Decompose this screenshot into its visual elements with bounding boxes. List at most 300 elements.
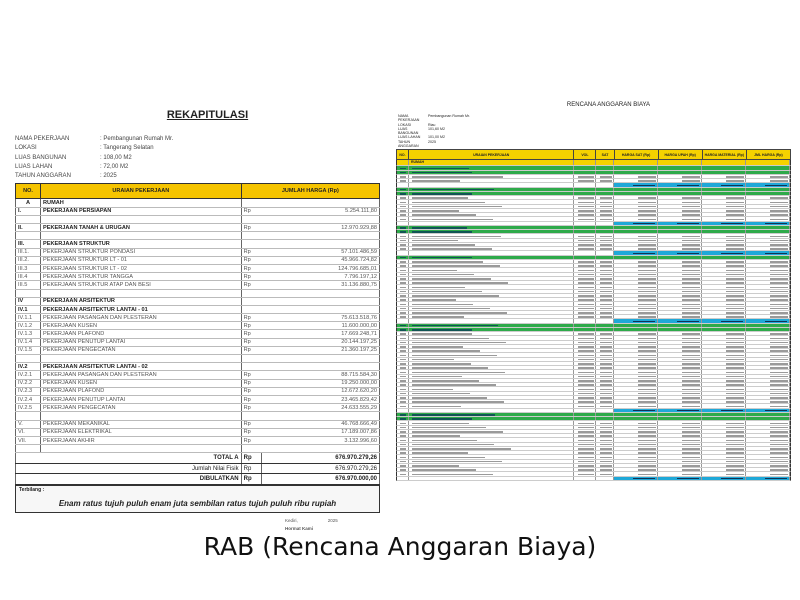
rab-cell — [658, 298, 702, 301]
text-mark — [770, 376, 788, 377]
rab-cell — [614, 370, 658, 373]
row-currency: Rp — [241, 404, 261, 412]
text-mark — [578, 372, 594, 373]
document-title: REKAPITULASI — [166, 109, 249, 121]
rab-cell — [746, 166, 790, 169]
text-mark — [638, 350, 656, 351]
rab-cell — [409, 392, 574, 395]
rab-cell — [596, 234, 614, 237]
text-mark — [412, 461, 502, 462]
text-mark — [682, 389, 700, 390]
rab-cell — [596, 362, 614, 365]
text-mark — [682, 240, 700, 241]
rab-document — [396, 100, 791, 481]
subtotal-mark — [677, 478, 699, 479]
row-label: PEKERJAAN MEKANIKAL — [41, 420, 242, 428]
rab-cell — [409, 362, 574, 365]
rab-cell — [397, 349, 409, 352]
text-mark — [682, 278, 700, 279]
info-value: Riau — [428, 122, 436, 127]
text-mark — [770, 457, 788, 458]
text-mark — [638, 206, 656, 207]
rab-cell — [658, 239, 702, 242]
text-mark — [578, 431, 594, 432]
rab-cell — [574, 239, 596, 242]
rab-cell — [658, 264, 702, 267]
rab-cell — [409, 387, 574, 390]
text-mark — [682, 397, 700, 398]
rab-cell — [614, 396, 658, 399]
rab-cell — [746, 430, 790, 433]
row-currency: Rp — [241, 379, 261, 387]
rab-cell — [746, 472, 790, 475]
text-mark — [682, 440, 700, 441]
table-row — [16, 207, 380, 215]
row-value — [261, 289, 379, 297]
rab-cell — [658, 379, 702, 382]
text-mark — [770, 316, 788, 317]
rab-cell — [574, 260, 596, 263]
text-mark — [600, 384, 612, 385]
rab-cell — [409, 328, 574, 331]
text-mark — [400, 329, 406, 330]
rab-cell — [658, 447, 702, 450]
row-value — [261, 445, 379, 453]
rab-cell — [574, 290, 596, 293]
row-label: PEKERJAAN KUSEN — [41, 322, 242, 330]
text-mark — [578, 278, 594, 279]
text-mark — [770, 469, 788, 470]
text-mark — [600, 312, 612, 313]
row-label: PEKERJAAN ELEKTRIKAL — [41, 428, 242, 436]
rab-cell — [574, 447, 596, 450]
text-mark — [682, 287, 700, 288]
rab-cell — [409, 404, 574, 407]
text-mark — [412, 193, 472, 194]
rab-cell — [409, 264, 574, 267]
rab-cell — [596, 430, 614, 433]
rab-cell — [397, 294, 409, 297]
text-mark — [412, 440, 477, 441]
text-mark — [578, 376, 594, 377]
text-mark — [400, 427, 406, 428]
rab-cell — [658, 396, 702, 399]
rab-cell — [574, 315, 596, 318]
text-mark — [578, 338, 594, 339]
text-mark — [412, 414, 495, 415]
text-mark — [726, 440, 744, 441]
text-mark — [578, 274, 594, 275]
rab-cell — [658, 438, 702, 441]
subtotal-mark — [633, 410, 655, 411]
row-currency: Rp — [241, 371, 261, 379]
rab-cell — [658, 434, 702, 437]
text-mark — [726, 363, 744, 364]
text-mark — [600, 465, 612, 466]
rab-col-header: HARGA MATERIAL (Rp) — [702, 150, 746, 160]
rab-cell — [596, 387, 614, 390]
text-mark — [638, 338, 656, 339]
row-label: PEKERJAAN ARSITEKTUR LANTAI - 01 — [41, 305, 242, 313]
rab-cell — [397, 239, 409, 242]
row-value: 46.768.666,49 — [261, 420, 379, 428]
row-currency — [241, 215, 261, 223]
text-mark — [600, 210, 612, 211]
text-mark — [412, 448, 511, 449]
text-mark — [600, 291, 612, 292]
text-mark — [726, 376, 744, 377]
rab-cell — [746, 205, 790, 208]
rab-cell — [409, 319, 574, 322]
rab-cell — [658, 294, 702, 297]
rab-cell — [409, 341, 574, 344]
terbilang-label: Terbilang : — [19, 486, 45, 493]
text-mark — [638, 287, 656, 288]
rab-cell — [596, 285, 614, 288]
text-mark — [770, 270, 788, 271]
rab-cell — [614, 421, 658, 424]
row-value — [261, 363, 379, 371]
rab-cell — [574, 205, 596, 208]
rab-cell — [409, 375, 574, 378]
text-mark — [600, 278, 612, 279]
col-uraian: URAIAN PEKERJAAN — [41, 184, 242, 199]
rab-cell — [614, 358, 658, 361]
text-mark — [600, 461, 612, 462]
text-mark — [682, 282, 700, 283]
text-mark — [770, 389, 788, 390]
rab-cell — [746, 277, 790, 280]
rab-cell — [658, 319, 702, 322]
rab-cell — [614, 192, 658, 195]
text-mark — [770, 274, 788, 275]
text-mark — [578, 384, 594, 385]
rab-cell — [596, 188, 614, 191]
rab-cell — [702, 383, 746, 386]
text-mark — [682, 423, 700, 424]
rab-cell — [574, 183, 596, 186]
text-mark — [578, 427, 594, 428]
rab-cell — [746, 281, 790, 284]
text-mark — [726, 469, 744, 470]
rab-cell — [596, 294, 614, 297]
text-mark — [682, 376, 700, 377]
rab-project-info — [398, 114, 791, 148]
text-mark — [726, 244, 744, 245]
rab-cell — [614, 294, 658, 297]
row-label: PEKERJAAN PASANGAN DAN PLESTERAN — [41, 371, 242, 379]
rab-cell — [596, 200, 614, 203]
text-mark — [682, 474, 700, 475]
rab-cell — [614, 375, 658, 378]
rab-cell — [614, 438, 658, 441]
text-mark — [638, 210, 656, 211]
rab-cell — [574, 464, 596, 467]
rab-cell — [702, 175, 746, 178]
rab-cell — [746, 294, 790, 297]
rab-cell — [596, 192, 614, 195]
text-mark — [412, 240, 458, 241]
rab-cell — [658, 179, 702, 182]
text-mark — [726, 338, 744, 339]
rab-cell — [397, 324, 409, 327]
text-mark — [682, 338, 700, 339]
rab-cell — [574, 477, 596, 480]
rab-cell — [658, 256, 702, 259]
rab-cell — [746, 438, 790, 441]
rab-cell — [702, 455, 746, 458]
rab-cell — [702, 332, 746, 335]
row-value — [261, 305, 379, 313]
rab-cell — [397, 426, 409, 429]
text-mark — [600, 469, 612, 470]
text-mark — [400, 248, 406, 249]
rab-cell — [409, 175, 574, 178]
rab-cell — [702, 209, 746, 212]
info-row — [15, 135, 380, 144]
row-value: 45.966.724,82 — [261, 256, 379, 264]
text-mark — [578, 312, 594, 313]
rab-cell — [658, 213, 702, 216]
rab-cell — [574, 217, 596, 220]
text-mark — [770, 448, 788, 449]
rab-cell — [746, 302, 790, 305]
row-no: IV.1.5 — [16, 346, 41, 354]
rab-cell — [702, 243, 746, 246]
subtotal-mark — [633, 223, 655, 224]
rab-cell — [596, 243, 614, 246]
rab-cell — [658, 200, 702, 203]
row-no: VI. — [16, 428, 41, 436]
rab-cell — [574, 264, 596, 267]
row-no — [16, 215, 41, 223]
table-row — [16, 232, 380, 240]
info-value: : Tangerang Selatan — [100, 145, 154, 152]
rab-cell — [614, 200, 658, 203]
rab-cell — [409, 307, 574, 310]
rab-cell — [397, 400, 409, 403]
rab-cell — [702, 179, 746, 182]
rab-cell — [702, 281, 746, 284]
info-key: LOKASI — [398, 122, 411, 127]
rab-cell — [658, 260, 702, 263]
row-label: PEKERJAAN STRUKTUR — [41, 240, 242, 248]
text-mark — [578, 461, 594, 462]
rab-cell — [397, 183, 409, 186]
text-mark — [578, 304, 594, 305]
text-mark — [682, 363, 700, 364]
rab-col-header: HARGA UPAH (Rp) — [658, 150, 702, 160]
text-mark — [638, 180, 656, 181]
text-mark — [770, 465, 788, 466]
table-row — [16, 224, 380, 232]
text-mark — [412, 299, 456, 300]
rab-cell — [614, 417, 658, 420]
text-mark — [412, 363, 471, 364]
rab-info-row — [398, 140, 791, 149]
rab-cell — [702, 366, 746, 369]
row-value — [261, 297, 379, 305]
table-row — [16, 445, 380, 453]
text-mark — [682, 367, 700, 368]
text-mark — [682, 197, 700, 198]
rab-cell — [614, 383, 658, 386]
text-mark — [400, 380, 406, 381]
rab-cell — [702, 302, 746, 305]
text-mark — [726, 423, 744, 424]
rab-cell — [409, 396, 574, 399]
rab-cell — [574, 472, 596, 475]
rab-cell — [409, 209, 574, 212]
info-value: : 72,00 M2 — [100, 163, 129, 170]
rab-cell — [397, 247, 409, 250]
text-mark — [770, 180, 788, 181]
rab-cell — [574, 230, 596, 233]
text-mark — [682, 465, 700, 466]
rab-cell — [409, 451, 574, 454]
rab-cell — [658, 315, 702, 318]
row-label: PEKERJAAN PERSIAPAN — [41, 207, 242, 215]
text-mark — [600, 333, 612, 334]
text-mark — [682, 261, 700, 262]
rab-cell — [574, 396, 596, 399]
rab-cell — [658, 375, 702, 378]
text-mark — [682, 380, 700, 381]
row-currency: Rp — [241, 346, 261, 354]
text-mark — [770, 240, 788, 241]
rab-cell — [702, 392, 746, 395]
text-mark — [770, 291, 788, 292]
rab-cell — [746, 268, 790, 271]
rab-cell — [574, 404, 596, 407]
total-label: Jumlah Nilai Fisik — [16, 463, 242, 474]
text-mark — [600, 248, 612, 249]
rab-cell — [409, 370, 574, 373]
rab-cell — [746, 460, 790, 463]
text-mark — [412, 342, 506, 343]
row-value: 57.101.486,59 — [261, 248, 379, 256]
text-mark — [770, 265, 788, 266]
rab-cell — [397, 175, 409, 178]
text-mark — [600, 180, 612, 181]
text-mark — [412, 189, 494, 190]
text-mark — [412, 291, 482, 292]
rab-cell — [614, 400, 658, 403]
rab-cell — [397, 213, 409, 216]
rab-cell — [658, 230, 702, 233]
rab-cell — [397, 370, 409, 373]
rab-cell — [574, 349, 596, 352]
text-mark — [412, 231, 472, 232]
row-currency: Rp — [241, 322, 261, 330]
subtotal-mark — [765, 321, 787, 322]
text-mark — [770, 282, 788, 283]
rab-cell — [746, 209, 790, 212]
text-mark — [400, 355, 406, 356]
rab-cell — [746, 366, 790, 369]
text-mark — [412, 393, 470, 394]
text-mark — [578, 265, 594, 266]
rab-cell — [702, 307, 746, 310]
rab-cell — [397, 166, 409, 169]
rab-cell — [596, 451, 614, 454]
rab-cell — [746, 230, 790, 233]
rab-cell — [702, 358, 746, 361]
row-currency — [241, 355, 261, 363]
table-row — [16, 240, 380, 248]
rab-cell — [658, 196, 702, 199]
col-jumlah: JUMLAH HARGA (Rp) — [241, 184, 379, 199]
text-mark — [682, 457, 700, 458]
rab-cell — [574, 413, 596, 416]
rab-cell — [702, 421, 746, 424]
row-no: IV.1.3 — [16, 330, 41, 338]
text-mark — [578, 287, 594, 288]
table-row — [16, 395, 380, 403]
text-mark — [726, 308, 744, 309]
row-no: IV.2.1 — [16, 371, 41, 379]
rab-cell — [614, 264, 658, 267]
text-mark — [400, 393, 406, 394]
text-mark — [638, 397, 656, 398]
text-mark — [726, 312, 744, 313]
row-value: 12.970.929,88 — [261, 224, 379, 232]
rab-cell — [574, 166, 596, 169]
text-mark — [400, 465, 406, 466]
rab-cell — [596, 383, 614, 386]
rab-cell — [596, 281, 614, 284]
rab-cell — [397, 171, 409, 174]
text-mark — [682, 308, 700, 309]
text-mark — [682, 355, 700, 356]
table-row — [16, 379, 380, 387]
rab-cell — [574, 426, 596, 429]
terbilang-box — [15, 485, 380, 513]
total-value: 676.970.000,00 — [261, 474, 379, 485]
text-mark — [600, 457, 612, 458]
rab-cell — [409, 256, 574, 259]
rab-cell — [596, 268, 614, 271]
rab-cell — [614, 447, 658, 450]
rab-cell — [397, 192, 409, 195]
row-no: IV.1.4 — [16, 338, 41, 346]
rab-cell — [596, 324, 614, 327]
row-value — [261, 240, 379, 248]
row-label: PEKERJAAN STRUKTUR PONDASI — [41, 248, 242, 256]
rab-cell — [746, 239, 790, 242]
rab-cell — [409, 200, 574, 203]
rab-cell — [596, 247, 614, 250]
row-no: IV.2.3 — [16, 387, 41, 395]
rab-cell — [397, 341, 409, 344]
text-mark — [726, 342, 744, 343]
text-mark — [726, 393, 744, 394]
text-mark — [600, 295, 612, 296]
rab-cell — [397, 379, 409, 382]
row-label — [41, 232, 242, 240]
row-no: IV.1.1 — [16, 314, 41, 322]
rab-cell — [596, 209, 614, 212]
rab-cell — [614, 468, 658, 471]
rab-cell — [397, 455, 409, 458]
rab-cell — [658, 345, 702, 348]
info-key: LUAS BANGUNAN — [15, 154, 67, 161]
rab-cell — [574, 430, 596, 433]
rab-cell — [574, 175, 596, 178]
rab-cell — [409, 281, 574, 284]
text-mark — [412, 431, 503, 432]
rab-cell — [702, 353, 746, 356]
